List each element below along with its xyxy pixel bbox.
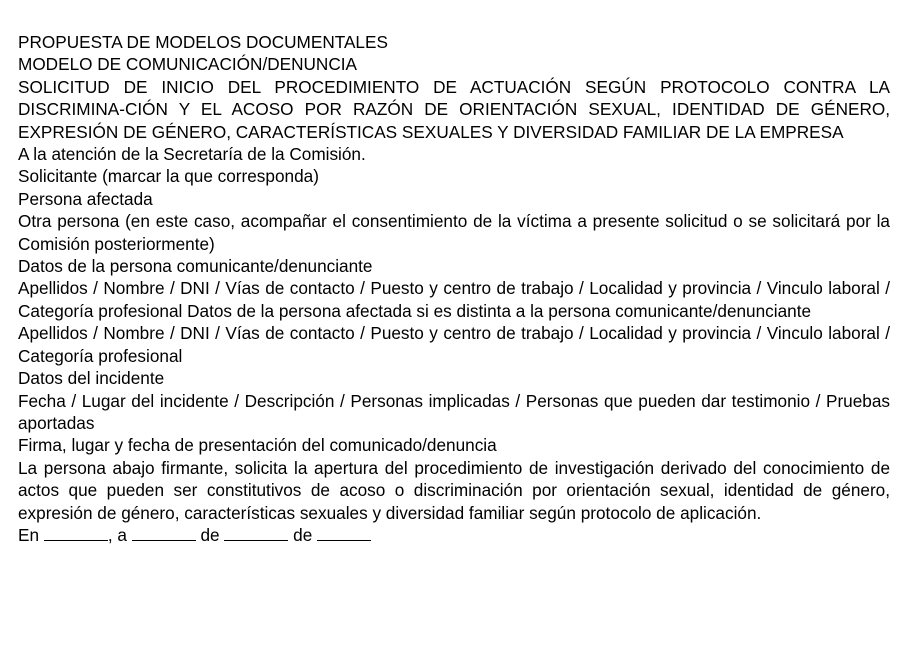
option-affected-person: Persona afectada bbox=[18, 188, 153, 209]
option-other-person: Otra persona (en este caso, acompañar el consentimiento de la víctima a presente solicitud o se solicitará por la Comisión posteriormente) bbox=[18, 211, 890, 254]
date-line-en: En bbox=[18, 524, 40, 545]
date-line bbox=[18, 524, 890, 546]
month-blank[interactable] bbox=[224, 525, 288, 541]
date-line-comma-a: , a bbox=[107, 524, 127, 545]
place-blank[interactable] bbox=[44, 525, 108, 541]
applicant-label: Solicitante (marcar la que corresponda) bbox=[18, 166, 319, 187]
date-line-de-1: de bbox=[200, 524, 220, 545]
reporter-data-label: Datos de la persona comunicante/denunciante bbox=[18, 256, 373, 277]
reporter-fields: Apellidos / Nombre / DNI / Vías de contacto / Puesto y centro de trabajo / Localidad y provincia / Vinculo laboral / Categoría profesional Datos de la persona afectada si es distinta a la persona comunicante/denunciante bbox=[18, 278, 890, 321]
document-page bbox=[18, 31, 890, 546]
affected-fields: Apellidos / Nombre / DNI / Vías de contacto / Puesto y centro de trabajo / Localidad y provincia / Vinculo laboral / Categoría profesional bbox=[18, 323, 890, 366]
day-blank[interactable] bbox=[132, 525, 196, 541]
incident-label: Datos del incidente bbox=[18, 368, 165, 389]
request-text: La persona abajo firmante, solicita la apertura del procedimiento de investigación derivado del conocimiento de actos que pueden ser constitutivos de acoso o discriminación por orientación sexual, identidad de género, expresión de género, características sexuales y diversidad familiar según protocolo de aplicación. bbox=[18, 457, 890, 523]
year-blank[interactable] bbox=[317, 525, 371, 541]
signature-label: Firma, lugar y fecha de presentación del comunicado/denuncia bbox=[18, 435, 497, 456]
document-heading-2: MODELO DE COMUNICACIÓN/DENUNCIA bbox=[18, 54, 357, 75]
date-line-de-2: de bbox=[293, 524, 313, 545]
document-heading-3: SOLICITUD DE INICIO DEL PROCEDIMIENTO DE ACTUACIÓN SEGÚN PROTOCOLO CONTRA LA DISCRIMINA-CIÓN Y EL ACOSO POR RAZÓN DE ORIENTACIÓN SEXUAL, IDENTIDAD DE GÉNERO, EXPRESIÓN DE GÉNERO, CARACTERÍSTICAS SEXUALES Y DIVERSIDAD FAMILIAR DE LA EMPRESA bbox=[18, 76, 890, 142]
incident-fields: Fecha / Lugar del incidente / Descripción / Personas implicadas / Personas que pueden dar testimonio / Pruebas aportadas bbox=[18, 390, 890, 433]
document-heading-1: PROPUESTA DE MODELOS DOCUMENTALES bbox=[18, 32, 388, 52]
attention-line: A la atención de la Secretaría de la Comisión. bbox=[18, 144, 366, 165]
